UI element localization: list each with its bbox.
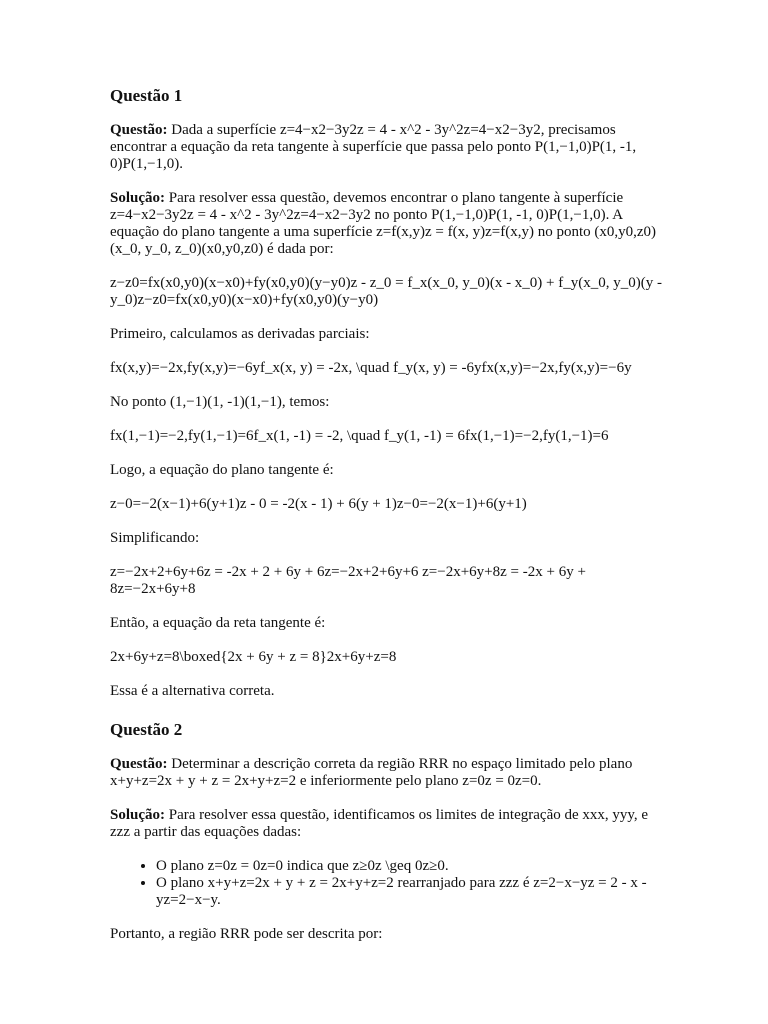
- question-1-statement: [110, 122, 662, 173]
- question-label: Questão:: [110, 122, 168, 138]
- plane-intro: Logo, a equação do plano tangente é:: [110, 462, 334, 478]
- question-1-solution: [110, 190, 662, 258]
- partials-intro: Primeiro, calculamos as derivadas parciais:: [110, 326, 370, 342]
- partials-equation: fx(x,y)=−2x,fy(x,y)=−6yf_x(x, y) = -2x, \quad f_y(x, y) = -6yfx(x,y)=−2x,fy(x,y)=−6y: [110, 360, 632, 376]
- point-intro: No ponto (1,−1)(1, -1)(1,−1), temos:: [110, 394, 330, 410]
- list-item: • O plano z=0z = 0z=0 indica que z≥0z \geq 0z≥0.: [156, 858, 662, 875]
- tangent-plane-formula: z−z0=fx(x0,y0)(x−x0)+fy(x0,y0)(y−y0)z - z_0 = f_x(x_0, y_0)(x - x_0) + f_y(x_0, y_0)(y - y_0)z−z0=fx(x0,y0)(x−x0)+fy(x0,y0)(y−y0): [110, 275, 662, 308]
- tangent-line-intro: Então, a equação da reta tangente é:: [110, 615, 326, 631]
- plane-equation: z−0=−2(x−1)+6(y+1)z - 0 = -2(x - 1) + 6(y + 1)z−0=−2(x−1)+6(y+1): [110, 496, 527, 512]
- question-label: Questão:: [110, 756, 168, 772]
- solution-label: Solução:: [110, 807, 166, 823]
- solution-label: Solução:: [110, 190, 166, 206]
- solution-text: Para resolver essa questão, devemos encontrar o plano tangente à superfície z=4−x2−3y2z = 4 - x^2 - 3y^2z=4−x2−3y2 no ponto P(1,−1,0)P(1, -1, 0)P(1,−1,0). A equação do plano tangente a uma superfície z=f(x,y)z = f(x, y)z=f(x,y) no ponto (x0,y0,z0)(x_0, y_0, z_0)(x0,y0,z0) é dada por:: [110, 190, 657, 257]
- solution-text: Para resolver essa questão, identificamos os limites de integração de xxx, yyy, e zzz a partir das equações dadas:: [110, 807, 649, 840]
- simplified-equation: z=−2x+2+6y+6z = -2x + 2 + 6y + 6z=−2x+2+6y+6 z=−2x+6y+8z = -2x + 6y + 8z=−2x+6y+8: [110, 564, 586, 597]
- conclusion-text: Essa é a alternativa correta.: [110, 683, 275, 699]
- question-2-heading: Questão 2: [110, 720, 183, 739]
- tangent-line-equation: 2x+6y+z=8\boxed{2x + 6y + z = 8}2x+6y+z=8: [110, 649, 397, 665]
- question-2-solution: [110, 807, 662, 841]
- document-page: [110, 86, 662, 960]
- question-1-heading: Questão 1: [110, 86, 183, 105]
- simplify-intro: Simplificando:: [110, 530, 200, 546]
- closing-text: Portanto, a região RRR pode ser descrita por:: [110, 926, 383, 942]
- question-text: Determinar a descrição correta da região RRR no espaço limitado pelo plano x+y+z=2x + y + z = 2x+y+z=2 e inferiormente pelo plano z=0z = 0z=0.: [110, 756, 633, 789]
- question-text: Dada a superfície z=4−x2−3y2z = 4 - x^2 - 3y^2z=4−x2−3y2, precisamos encontrar a equação da reta tangente à superfície que passa pelo ponto P(1,−1,0)P(1, -1, 0)P(1,−1,0).: [110, 122, 637, 172]
- point-equation: fx(1,−1)=−2,fy(1,−1)=6f_x(1, -1) = -2, \quad f_y(1, -1) = 6fx(1,−1)=−2,fy(1,−1)=6: [110, 428, 609, 444]
- question-2-statement: [110, 756, 662, 790]
- list-item: • O plano x+y+z=2x + y + z = 2x+y+z=2 rearranjado para zzz é z=2−x−yz = 2 - x - yz=2−x−y.: [156, 875, 662, 909]
- bullet-list: [110, 858, 662, 909]
